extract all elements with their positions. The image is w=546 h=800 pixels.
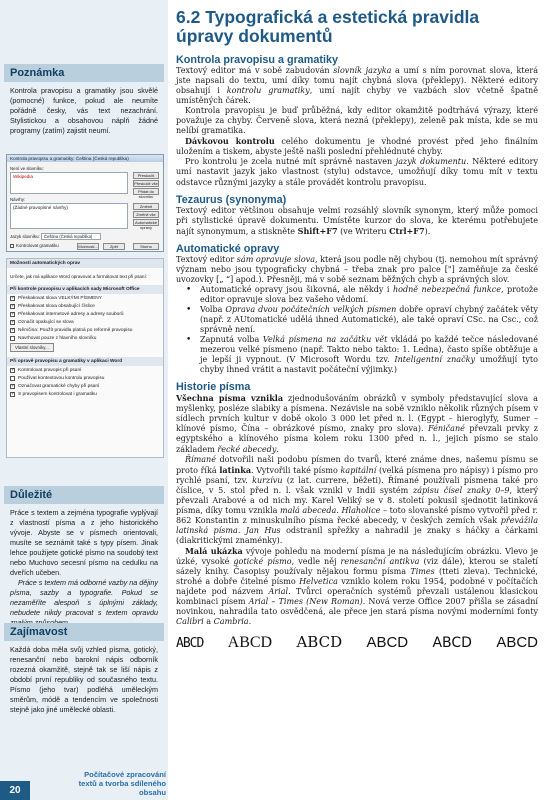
- note-title: Poznámka: [4, 64, 164, 82]
- checkbox-checked-icon: ✓: [11, 294, 16, 301]
- dialog-word-field: Wikipedia: [10, 172, 128, 194]
- font-sample-times: ABCD: [296, 633, 343, 652]
- font-sample-gothic: ABCD: [176, 636, 204, 652]
- option-row: Používat kontextovou kontrolu pravopisu: [7, 374, 163, 382]
- custom-dictionaries-button: Vlastní slovníky...: [10, 343, 54, 352]
- paragraph: Pro kontrolu je zcela nutné mít správně nastaven jazyk dokumentu. Některé editory umí nastavit jazyk jako vlastnost (stylu) odstavce, umožňují díky tomu mít v textu odstavce různými jazyky a stále provádět kontrolu pravopisu.: [176, 157, 538, 187]
- trivia-box: [4, 623, 164, 719]
- checkbox-empty-icon: [10, 336, 15, 341]
- list-item: • Zapnutá volba Velká písmena na začátku vět vkládá po každé tečce následované mezerou velké písmeno (např. Takto nebo takto: 1. Ledna), často spíše obtěžuje a je lepší ji vypnout. (V Microsoft Wordu tzv. Inteligentní značky umožňují tyto chyby ihned vrátit a nastavit počáteční výjimky.): [176, 335, 538, 375]
- custom-dictionaries-button-wrap: [7, 342, 163, 353]
- spellcheck-dialog-image: [6, 154, 164, 252]
- option-row: Navrhovat pouze z hlavního slovníku: [7, 334, 163, 342]
- options-head-office: Při kontrole pravopisu v aplikacích sady Microsoft Office: [7, 285, 163, 294]
- dialog-label-language: Jazyk slovníku:: [10, 234, 40, 239]
- font-sample-calibri: ABCD: [432, 635, 472, 652]
- dialog-titlebar: Kontrola pravopisu a gramatiky: Čeština (Česká republika): [7, 155, 163, 162]
- page-number: 20: [0, 781, 30, 800]
- dialog-btn-3: Změnit: [133, 203, 159, 210]
- paragraph: Všechna písma vznikla zjednodušováním obrázků v symboly představující slova a myšlenky, posléze slabiky a písmena. Nezávisle na sobě vzniklo několik různých písem v sídlech prvních kultur v době okolo 3 000 let před n. l. (Egypt – hieroglyfy, Sumer – klínové písmo, Čína – obrázkové písmo, znaky pro slova). Féničané převzali prvky z egyptského a klínového písma kolem roku 1300 před n. l., jejich písmo se stalo základem řecké abecedy.: [176, 393, 538, 454]
- paragraph: Textový editor většinou obsahuje velmi rozsáhlý slovník synonym, který může pomoci při stylistické úpravě dokumentu. Umístěte kurzor do slova, ke kterému potřebujete najít synonymum, a stiskněte Shift+F7 (ve Writeru Ctrl+F7).: [176, 205, 538, 236]
- checkbox-checked-icon: ✓: [11, 318, 16, 325]
- option-row: ✓ Němčina: Použít pravidla platná po reformě pravopisu: [11, 326, 133, 333]
- checkbox-checked-icon: ✓: [11, 390, 16, 397]
- book-title: Počítačové zpracování textů a tvorba sdíleného obsahu: [78, 770, 166, 797]
- dialog-language-field: Čeština (Česká republika): [41, 233, 101, 240]
- heading-autocorrect: Automatické opravy: [176, 242, 280, 255]
- dialog-btn-4: Změnit vše: [133, 211, 159, 218]
- important-title: Důležité: [4, 486, 164, 504]
- dialog-bottom-btn-0: Možnosti...: [78, 244, 98, 249]
- checkbox-checked-icon: ✓: [11, 366, 16, 373]
- left-sidebar: [0, 0, 168, 800]
- proofing-options-image: [6, 258, 164, 458]
- option-row: ✓ Označit opakující se slova: [11, 318, 74, 325]
- heading-history: Historie písma: [176, 381, 251, 394]
- checkbox-checked-icon: ✓: [11, 302, 16, 309]
- important-box: [4, 486, 164, 632]
- paragraph: Kontrola pravopisu je buď průběžná, kdy editor okamžitě podtrhává výrazy, které považuje za chyby. Červeně slova, která nezná (překlepy), zeleně pak místa, kde se mu nelíbí gramatika.: [176, 106, 538, 136]
- heading-spellcheck: Kontrola pravopisu a gramatiky: [176, 54, 338, 66]
- option-row: ✓ Označovat gramatické chyby při psaní: [11, 382, 100, 389]
- trivia-title: Zajímavost: [4, 623, 164, 641]
- heading-thesaurus: Tezaurus (synonyma): [176, 193, 287, 206]
- dialog-suggestions-field: (Žádné pravopisné návrhy): [10, 203, 128, 229]
- options-head-word: Při opravě pravopisu a gramatiky v aplikaci Word: [7, 357, 163, 366]
- option-row: ✓ Kontrolovat pravopis při psaní: [11, 366, 82, 373]
- checkbox-checked-icon: ✓: [11, 310, 16, 317]
- trivia-text: Každá doba měla svůj vzhled písma, gotický, renesanční nebo barokní nápis odborník rozezná okamžitě, stejně tak se liší nápis z období první republiky od současného textu. Písmo (jeho tvar) podléhá uměleckým směrům, módě a tendencím ve společnosti stejně jako jiné umělecké oblasti.: [10, 645, 158, 714]
- dialog-bottom-btn-2: Storno: [133, 243, 159, 250]
- checkbox-icon: [10, 244, 14, 248]
- paragraph: Malá ukázka vývoje pohledu na moderní písma je na následujícím obrázku. Vlevo je úzké, vysoké gotické písmo, vedle něj renesanční antikva (viz dále), kterou se staletí sázely knihy. Časopisy používaly nějakou formu písma Times (tteti zleva). Technické, strohé a dobře čitelné písmo Helvetica vzniklo kolem roku 1954, podobné v počítačích najdete pod názvem Arial. Tvůrci operačních systémů převzali ustálenou klasickou kombinaci písem Arial – Times (New Roman). Nová verze Office 2007 přišla se zásadní novinkou, nahradila tato osvědčená, ale přece jen stará písma novými moderními fonty Calibri a Cambria.: [176, 545, 539, 627]
- list-item: • Automatické opravy jsou šikovná, ale někdy i hodně nebezpečná funkce, protože editor opravuje slova bez vašeho vědomí.: [176, 285, 538, 305]
- dialog-label-notindict: Není ve slovníku:: [10, 166, 44, 171]
- note-box: [4, 64, 164, 140]
- list-item: • Volba Oprava dvou počátečních velkých písmen dobře opraví chybný začátek věty (např. z AUtomatické udělá ihned Automatické), ale také opraví CSc. na Csc., což správně není.: [176, 305, 538, 335]
- dialog-label-suggestions: Návrhy:: [10, 197, 26, 202]
- option-row: ✓ Přeskakovat internetové adresy a adresy souborů: [11, 310, 124, 317]
- paragraph: Textový editor má v sobě zabudován slovník jazyka a umí s ním porovnat slova, která jste napsali do textu, umí díky tomu najít chybná slova (překlepy). Některé editory obsahují i kontrolu gramatiky, umí najít chyby ve vazbách slov včetně špatně umístěných čárek.: [176, 66, 538, 106]
- options-note: Určete, jak má aplikace Word opravovat a formátovat text při psaní:: [10, 274, 148, 279]
- font-samples: [176, 633, 538, 652]
- dialog-btn-1: Přeskočit vše: [134, 181, 158, 186]
- paragraph: Římané dotvořili naši podobu písmen do tvarů, které známe dnes, našemu písmu se proto říká latinka. Vytvořili také písmo kapitální (velká písmena pro nápisy) i písmo pro rychlé psaní, tzv. kurzívu (z lat. currere, běžeti). Římané používali písmena také pro číslice, v 5. stol před n. l. však vznikl v Indii systém zápisu čísel znaky 0–9, který převzali Arabové a od nich my. Karel Veliký se v 8. století pokusil sjednotit latinková písma, díky tomu vznikla malá abeceda. Hlaholice – toto slovanské písmo vytvořil před r. 862 Konstantin z minuskulního písma řecké abecedy, v českých zemích však převážila latinská písma. Jan Hus odstranil spřežky a nahradil je znaky s háčky a čárkami (diakritickými znaménky).: [176, 454, 538, 545]
- font-sample-helvetica: ABCD: [366, 634, 409, 652]
- main-content: [176, 8, 538, 652]
- checkbox-checked-icon: ✓: [11, 382, 16, 389]
- important-text-1: Práce s textem a zejména typografie vyplývají z vlastností písma a z jeho historického vývoje. Abyste se v písmech orientovali, musíte se seznámit také s typy písem. Jinak lehce použijete gotické písmo na soudobý text nebo Muchovo secesní písmo na cedulku na dveřích učeben.: [10, 508, 158, 577]
- important-text-2: Práce s textem má odborné vazby na dějiny písma, sazby a typografie. Pokud se nezaměříte alespoň s úplnými základy, nebudete nikdy pracovat s textem opravdu: [10, 578, 158, 617]
- checkbox-checked-icon: ✓: [11, 326, 16, 333]
- options-head-autocorrect: Možnosti automatických oprav: [7, 259, 163, 268]
- checkbox-empty-icon: [10, 376, 15, 381]
- option-row: ✓ Přeskakovat slova VELKÝMI PÍSMENY: [11, 294, 102, 301]
- font-sample-antiqua: ABCD: [227, 634, 273, 652]
- paragraph: Dávkovou kontrolu celého dokumentu je vhodné provést před jeho finálním uložením a tiskem, abyste ještě našli poslední přehlédnuté chyby.: [176, 136, 538, 157]
- dialog-btn-0: Přeskočit: [133, 172, 159, 179]
- font-sample-arial: ABCD: [496, 634, 538, 652]
- option-row: ✓ Přeskakovat slova obsahující číslice: [11, 302, 95, 309]
- option-row: ✓ S pravopisem kontrolovat i gramatiku: [11, 390, 97, 397]
- dialog-btn-5: Automatické opravy: [134, 220, 157, 230]
- dialog-btn-2: Přidat do slovníku: [133, 188, 159, 195]
- dialog-bottom-btn-1: Zpět: [103, 243, 125, 250]
- dialog-checkbox: Kontrolovat gramatiku: [10, 243, 59, 248]
- autocorrect-bullets: [176, 285, 538, 375]
- chapter-title: 6.2 Typografická a estetická pravidla úpravy dokumentů: [176, 7, 480, 46]
- paragraph: Textový editor sám opravuje slova, která jsou podle něj chybou (tj. nemohou mít správný význam nebo jsou typograficky chybná – třeba znak pro palce ["] zaměňuje za české uvozovky [„ “] apod.). Přesněji, má v sobě seznam běžných chyb a správných slov.: [176, 254, 538, 284]
- note-text: Kontrola pravopisu a gramatiky jsou skvělé (pomocné) funkce, pokud ale neumíte pořádně česky, vás text nezachrání. Stylistickou a obsahovou náplň žádné programy (zatím) zajistit neumí.: [10, 86, 158, 135]
